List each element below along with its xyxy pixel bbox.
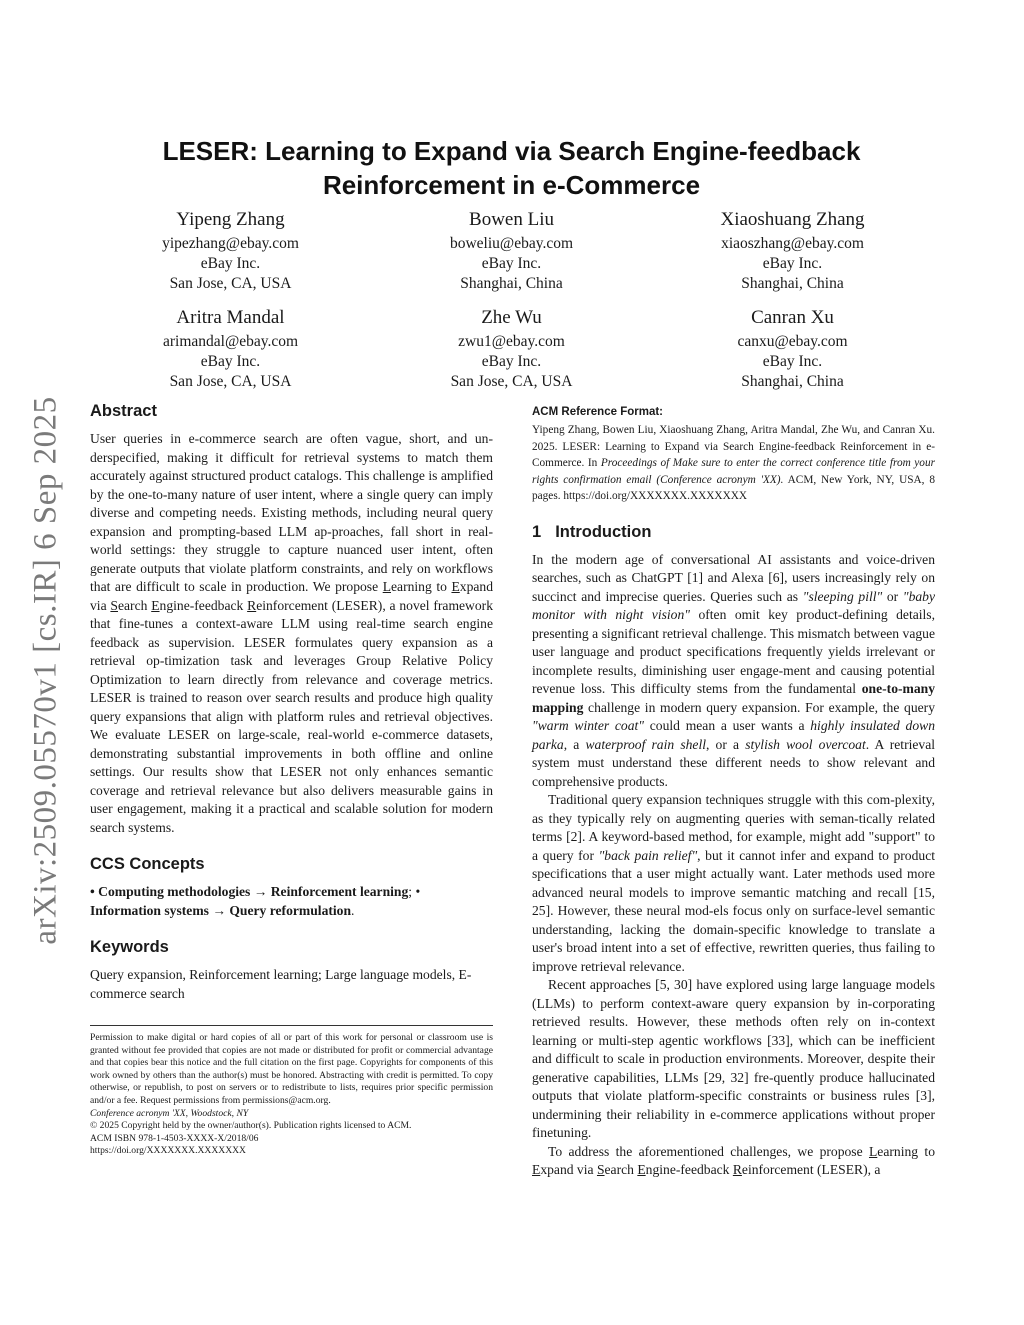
author-org: eBay Inc. [200, 255, 261, 272]
author-org: eBay Inc. [762, 353, 823, 370]
right-column [532, 404, 935, 1180]
abstract-heading: Abstract [90, 402, 157, 420]
author-email[interactable]: arimandal@ebay.com [162, 333, 299, 350]
author-location: Shanghai, China [460, 275, 563, 292]
ccs-heading: CCS Concepts [90, 855, 205, 873]
permission-text: Permission to make digital or hard copies of all or part of this work for personal or classroom use is granted without fee provided that copies are not made or distributed for profit or commercial advantage and that copies bear this notice and the full citation on the first page. Copyrights for components of this work owned by others than the author(s) must be honored. Abstracting with credit is permitted. To copy otherwise, or republish, to post on servers or to redistribute to lists, requires prior specific permission and/or a fee. Request permissions from permissions@acm.org. [90, 1032, 493, 1106]
isbn-line: ACM ISBN 978-1-4503-XXXX-X/2018/06 [90, 1132, 259, 1144]
abstract-text: User queries in e-commerce search are often vague, short, and un-derspecified, making it difficult for retrieval systems to match them accurately against structured product catalogs. This challenge is amplified by the one-to-many nature of user intent, where a single query can imply diverse and competing needs. Existing methods, including neural query expansion and prompting-based LLM ap-proaches, fall short in real-world settings: they struggle to capture nuanced user intent, often generate outputs that violate platform constraints, and rely on workflows that are difficult to scale in production. We propose Learning to Expand via Search Engine-feedback Reinforcement (LESER), a novel framework that fine-tunes a context-aware LLM using real-time search engine feedback as supervision. LESER formulates query expansion as a retrieval op-timization task and leverages Group Relative Policy Optimization to learn directly from relevance and coverage metrics. LESER is trained to reason over search results and produce high quality query expansions that align with platform rules and retrieval objectives. We evaluate LESER on large-scale, real-world e-commerce datasets, demonstrating substantial improvements in both offline and online settings. Our results show that LESER not only enhances semantic coverage and retrieval relevance but also delivers measurable gains in user engagement, making it a practical and scalable solution for modern search systems. [90, 431, 493, 835]
acm-reference-heading: ACM Reference Format: [532, 406, 663, 418]
author-email[interactable]: zwu1@ebay.com [458, 333, 565, 350]
author-location: San Jose, CA, USA [450, 373, 573, 390]
arxiv-stamp [26, 390, 66, 950]
author-name: Xiaoshuang Zhang [720, 209, 865, 230]
author-name: Bowen Liu [469, 209, 554, 230]
author-name: Aritra Mandal [176, 307, 285, 328]
paper-title [90, 134, 933, 202]
author-email[interactable]: yipezhang@ebay.com [162, 235, 299, 252]
author-org: eBay Inc. [762, 255, 823, 272]
intro-paragraph-4: To address the aforementioned challenges, we propose Learning to Expand via Search Engine-feedback Reinforcement (LESER), a [532, 1143, 935, 1177]
left-column [90, 400, 493, 1158]
author-block [652, 306, 933, 392]
ccs-concepts: • Computing methodologies → Reinforcement learning; • Information systems → Query reformulation. [90, 884, 421, 918]
author-block [652, 208, 933, 294]
intro-paragraph-1: In the modern age of conversational AI assistants and voice-driven searches, such as ChatGPT [1] and Alexa [6], users increasingly rely on succinct and imprecise queries. Queries such as "sleeping pill" or "baby monitor with night vision" often omit key product-defining details, presenting a significant retrieval challenge. This mismatch between vague user language and product specifications frequently yields irrelevant or incomplete results, diminishing user engage-ment and causing potential revenue loss. This difficulty stems from the fundamental one-to-many mapping challenge in modern query expansion. For example, the query "warm winter coat" could mean a user wants a highly insulated down parka, a waterproof rain shell, or a stylish wool overcoat. A retrieval system must understand these different needs to show relevant and comprehensive products. [532, 551, 936, 789]
keywords-text: Query expansion, Reinforcement learning; Large language models, E-commerce search [90, 967, 472, 1001]
author-location: San Jose, CA, USA [169, 275, 292, 292]
author-name: Zhe Wu [481, 307, 542, 328]
introduction-heading: 1 Introduction [532, 522, 652, 541]
arxiv-stamp-text: arXiv:2509.05570v1 [cs.IR] 6 Sep 2025 [27, 395, 64, 945]
author-block [90, 208, 371, 294]
keywords-heading: Keywords [90, 938, 169, 956]
footnote-rule [90, 1025, 493, 1026]
author-email[interactable]: canxu@ebay.com [737, 333, 848, 350]
conference-line: Conference acronym 'XX, Woodstock, NY [90, 1107, 249, 1119]
author-org: eBay Inc. [200, 353, 261, 370]
author-name: Canran Xu [751, 307, 834, 328]
intro-paragraph-2: Traditional query expansion techniques struggle with this com-plexity, as they typically rely on augmenting queries with seman-tically related terms [2]. A keyword-based method, for example, might add "support" to a query for "back pain relief", but it cannot infer and expand to product specifications that a user might actually want. Later methods used more advanced neural models to improve semantic matching and recall [15, 25]. However, these neural mod-els focus only on surface-level semantic understanding, lacking the domain-specific knowledge to translate a user's broad intent into a set of effective, rewritten queries, thus failing to improve retrieval relevance. [532, 792, 935, 974]
author-block [371, 306, 652, 392]
title-line-2: Reinforcement in e-Commerce [322, 170, 701, 200]
intro-paragraph-3: Recent approaches [5, 30] have explored using large language models (LLMs) to perform context-aware query expansion by in-corporating retrieved results. However, these methods often rely on in-context learning or multi-step agentic workflows [33], which can be inefficient and difficult to scale in production environments. Moreover, despite their generative capabilities, LLMs [29, 32] fre-quently produce hallucinated outputs that violate platform-specific constraints or business rules [3], undermining their reliability in e-commerce applications without proper finetuning. [532, 977, 935, 1140]
author-location: Shanghai, China [741, 275, 844, 292]
copyright-line: © 2025 Copyright held by the owner/author(s). Publication rights licensed to ACM. [90, 1120, 412, 1132]
permission-block [90, 1025, 493, 1158]
acm-reference-text: Yipeng Zhang, Bowen Liu, Xiaoshuang Zhang, Aritra Mandal, Zhe Wu, and Canran Xu. 2025. LESER: Learning to Expand via Search Engine-feedback Reinforcement in e-Commerce. In Proceedings of Make sure to enter the correct conference title from your rights confirmation email (Conference acronym 'XX). ACM, New York, NY, USA, 8 pages. https://doi.org/XXXXXXX.XXXXXXX [532, 424, 936, 502]
author-block [90, 306, 371, 392]
author-location: Shanghai, China [741, 373, 844, 390]
author-name: Yipeng Zhang [176, 209, 285, 230]
author-location: San Jose, CA, USA [169, 373, 292, 390]
doi-link[interactable]: https://doi.org/XXXXXXX.XXXXXXX [90, 1145, 246, 1157]
title-line-1: LESER: Learning to Expand via Search Engine-feedback [162, 136, 861, 166]
author-block [371, 208, 652, 294]
author-email[interactable]: boweliu@ebay.com [449, 235, 574, 252]
author-org: eBay Inc. [481, 353, 542, 370]
author-org: eBay Inc. [481, 255, 542, 272]
author-email[interactable]: xiaoszhang@ebay.com [721, 235, 864, 252]
